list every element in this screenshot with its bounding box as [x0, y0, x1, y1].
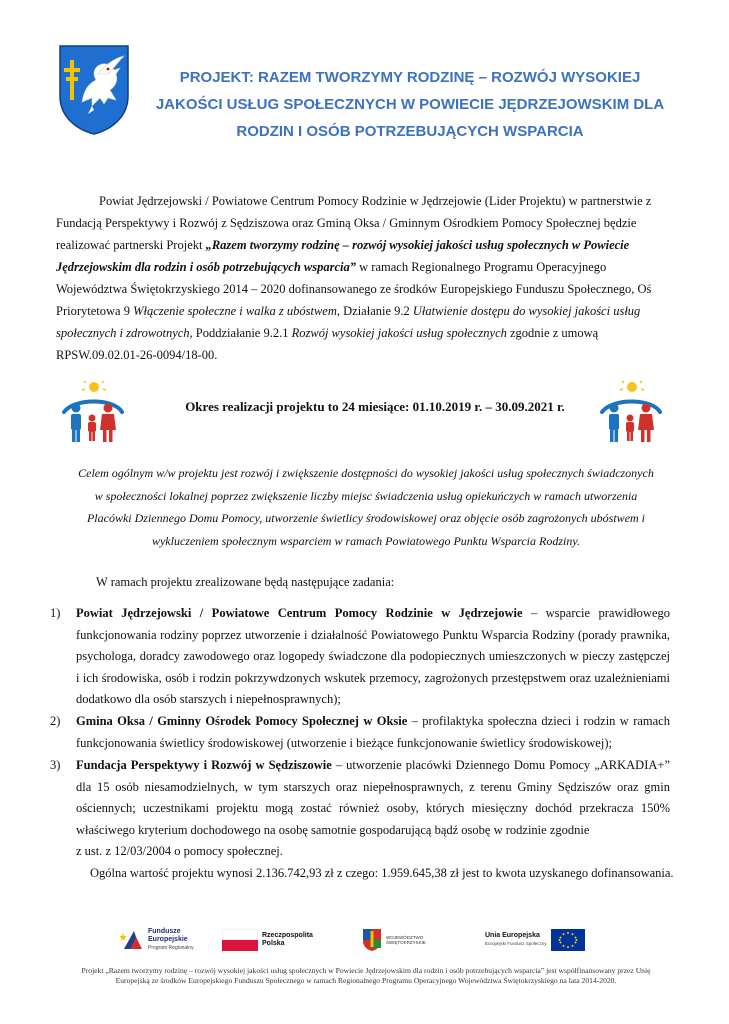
- ue-line-1: Unia Europejska: [485, 932, 540, 939]
- action-name: Ułatwienie dostępu do wysokiej jakości usług społecznych i zdrowotnych: [56, 304, 641, 340]
- unia-europejska-logo: [485, 922, 585, 958]
- list-item: [50, 603, 670, 711]
- project-goal: Celem ogólnym w/w projektu jest rozwój i zwiększenie dostępności do wysokiej jakości usług społecznych świadczonych w społeczności lokalnej poprzez zwiększenie liczby miejsc świadczenia usług opiekuńczych w ramach utworzenia Placówki Dziennego Domu Pomocy, utworzenie świetlicy środowiskowej oraz objęcie osób zagrożonych ubóstwem i wykluczeniem społecznym wsparciem w ramach Powiatowego Punktu Wsparcia Rodziny.: [78, 466, 654, 548]
- rzeczpospolita-polska-logo: [222, 922, 313, 958]
- list-item: [50, 755, 670, 863]
- family-icon: [598, 380, 662, 444]
- intro-text-1: Powiat Jędrzejowski / Powiatowe Centrum Pomocy Rodzinie w Jędrzejowie (Lider Projektu) w partnerstwie z Fundacją Perspektywy i Rozwój z Sędziszowa oraz Gminą Oksa / Gminnym Ośrodkiem Pomocy Społecznej będzie realizować partnerski Projekt: [56, 194, 652, 252]
- list-number: 2): [50, 714, 61, 728]
- fe-line-1: Fundusze: [148, 928, 181, 935]
- fe-star-icon: [120, 927, 144, 953]
- fe-line-2: Europejskie: [148, 936, 188, 943]
- project-period: Okres realizacji projektu to 24 miesiące: 01.10.2019 r. – 30.09.2021 r.: [185, 399, 565, 414]
- polish-flag-icon: [222, 929, 258, 951]
- list-item: [50, 711, 670, 754]
- rp-line-2: Polska: [262, 940, 285, 947]
- family-icon: [60, 380, 124, 444]
- subaction-name: Rozwój wysokiej jakości usług społecznych: [291, 326, 507, 340]
- coat-of-arms-icon: [58, 44, 130, 136]
- title-line-3: RODZIN I OSÓB POTRZEBUJĄCYCH WSPARCIA: [236, 123, 584, 140]
- footer-note: [46, 966, 686, 986]
- title-line-1: PROJEKT: RAZEM TWORZYMY RODZINĘ – ROZWÓJ WYSOKIEJ: [179, 69, 641, 86]
- intro-paragraph: [56, 190, 656, 366]
- rp-line-1: Rzeczpospolita: [262, 932, 313, 939]
- task-text-tail: z ust. z 12/03/2004 o pomocy społecznej.: [76, 844, 283, 858]
- ws-line-1: WOJEWÓDZTWO: [386, 934, 424, 940]
- project-name: „Razem tworzymy rodzinę – rozwój wysokiej jakości usług społecznych w Powiecie Jędrzejowskim dla rodzin i osób potrzebujących wsparcia”: [56, 238, 630, 274]
- document-title: [150, 64, 670, 145]
- intro-text-5: zgodnie z umową RPSW.09.02.01-26-0094/18-00.: [56, 326, 599, 362]
- footer-line-1: Projekt „Razem tworzymy rodzinę – rozwój wysokiej jakości usług społecznych w Powiecie Jędrzejowskim dla rodzin i osób potrzebujących wsparcia” jest współfinansowany przez Unię: [81, 966, 651, 975]
- task-text: – utworzenie placówki Dziennego Domu Pomocy „ARKADIA+” dla 15 osób niesamodzielnych, w tym starszych oraz niepełnosprawnych, z terenu Gminy Sędziszów oraz gmin ościennych; uczestnikami projektu mogą zostać również osoby, których miesięczny dochód przekracza 150% właściwego kryterium dochodowego na osobę samotnie gospodarującą bądź osobę w rodzinie zgodnie: [76, 758, 670, 837]
- list-number: 1): [50, 606, 61, 620]
- footer-line-2: Europejską ze środków Europejskiego Funduszu Społecznego w ramach Regionalnego Programu Operacyjnego Województwa Świętokrzyskiego na lata 2014-2020.: [115, 976, 617, 985]
- intro-text-2: w ramach Regionalnego Programu Operacyjnego Województwa Świętokrzyskiego 2014 – 2020 dofinansowanego ze środków Europejskiego Funduszu Społecznego, Oś Priorytetowa 9: [56, 260, 652, 318]
- tasks-intro: W ramach projektu zrealizowane będą następujące zadania:: [96, 575, 395, 589]
- logos-strip: [0, 922, 729, 958]
- wojewodztwo-swietokrzyskie-logo: [362, 922, 426, 958]
- fundusze-europejskie-logo: [120, 922, 194, 958]
- eu-flag-icon: [551, 929, 585, 951]
- ue-line-2: Europejski Fundusz Społeczny: [485, 941, 547, 946]
- voivodeship-shield-icon: [362, 928, 382, 952]
- task-lead: Gmina Oksa / Gminny Ośrodek Pomocy Społecznej w Oksie: [76, 714, 408, 728]
- ws-line-2: ŚWIĘTOKRZYSKIE: [386, 940, 426, 945]
- intro-text-3: , Działanie 9.2: [336, 304, 413, 318]
- task-lead: Powiat Jędrzejowski / Powiatowe Centrum Pomocy Rodzinie w Jędrzejowie: [76, 606, 523, 620]
- intro-text-4: , Poddziałanie 9.2.1: [189, 326, 292, 340]
- fe-line-3: Program Regionalny: [148, 945, 194, 951]
- axis-name: Włączenie społeczne i walka z ubóstwem: [133, 304, 337, 318]
- task-lead: Fundacja Perspektywy i Rozwój w Sędziszowie: [76, 758, 332, 772]
- task-text: – profilaktyka społeczna dzieci i rodzin w ramach funkcjonowania świetlicy środowiskowej (utworzenie i bieżące funkcjonowanie świetlicy środowiskowej);: [76, 714, 670, 750]
- task-text: – wsparcie prawidłowego funkcjonowania rodziny poprzez utworzenie i działalność Powiatowego Punktu Wsparcia Rodziny (porady prawnika, psychologa, doradcy zawodowego oraz logopedy świadczone dla podopiecznych umieszczonych w pieczy zastępczej i ich środowiska, osób i rodzin pokrzywdzonych wskutek przemocy, zagrożonych przestępstwem oraz uzależnieniami dodatkowo dla osób starszych i niepełnosprawnych);: [76, 606, 670, 706]
- title-line-2: JAKOŚCI USŁUG SPOŁECZNYCH W POWIECIE JĘDRZEJOWSKIM DLA: [155, 96, 665, 113]
- total-value: Ogólna wartość projektu wynosi 2.136.742,93 zł z czego: 1.959.645,38 zł jest to kwota uzyskanego dofinansowania.: [90, 866, 674, 880]
- list-number: 3): [50, 758, 61, 772]
